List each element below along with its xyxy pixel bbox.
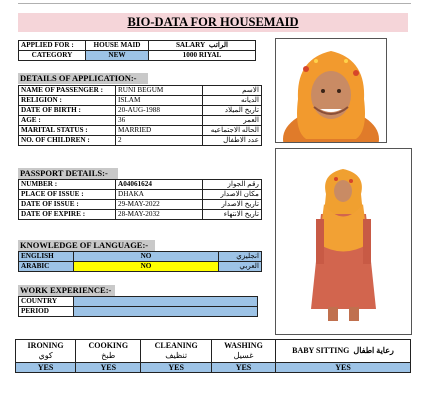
language-label-ar: انجليزي [219,252,262,262]
category-label: CATEGORY [19,51,86,61]
passport-label-ar: مكان الاصدار [203,190,262,200]
salary-label-en: SALARY [175,41,206,49]
skill-name-ar: غسيل [233,351,254,360]
skill-name-ar: رعاية اطفال [353,346,394,355]
full-body-photo [275,148,412,335]
application-label: NO. OF CHILDREN : [19,136,116,146]
application-label-ar: تاريخ الميلاد [203,106,262,116]
passport-heading-text: PASSPORT DETAILS:- [20,168,108,178]
language-table [18,251,262,272]
application-label-ar: الاسم [203,86,262,96]
skill-name: BABY SITTING [292,346,350,355]
passport-row [19,190,262,200]
language-row [19,252,262,262]
skills-table [15,339,411,373]
passport-value: 29-MAY-2022 [116,200,203,210]
application-value: RUNI BEGUM [116,86,203,96]
application-label-ar: الديانه [203,96,262,106]
skill-value: YES [76,363,141,373]
language-heading-text: KNOWLEDGE OF LANGUAGE:- [20,240,149,250]
applied-table [18,40,256,61]
experience-value [73,307,258,317]
application-label: AGE : [19,116,116,126]
skill-value: YES [16,363,76,373]
language-value: NO [74,252,219,262]
passport-label: DATE OF EXPIRE : [19,210,116,220]
skill-header [141,340,212,363]
salary-value: 1000 RIYAL [149,51,256,61]
language-heading [18,240,155,251]
applied-for-value: HOUSE MAID [86,41,149,51]
page-title [18,13,408,32]
passport-heading [18,168,118,179]
experience-row [19,297,258,307]
passport-label: PLACE OF ISSUE : [19,190,116,200]
application-value: 36 [116,116,203,126]
passport-row [19,210,262,220]
application-row [19,96,262,106]
salary-label-ar: الراتب [208,41,229,49]
passport-label-ar: رقم الجواز [203,180,262,190]
application-label: DATE OF BIRTH : [19,106,116,116]
application-label: RELIGION : [19,96,116,106]
experience-heading [18,285,115,296]
language-value: NO [74,262,219,272]
passport-value: 28-MAY-2032 [116,210,203,220]
passport-label: NUMBER : [19,180,116,190]
applied-for-label: APPLIED FOR : [19,41,86,51]
passport-table [18,179,262,220]
passport-label: DATE OF ISSUE : [19,200,116,210]
skill-name: CLEANING [154,341,198,350]
language-label-ar: العربي [219,262,262,272]
application-row [19,136,262,146]
experience-row [19,307,258,317]
passport-value: DHAKA [116,190,203,200]
application-value: 20-AUG-1988 [116,106,203,116]
skill-name: COOKING [88,341,129,350]
skill-name-ar: طبخ [101,351,116,360]
experience-value [73,297,258,307]
application-heading [18,73,148,84]
portrait-photo [275,38,387,143]
category-value: NEW [86,51,149,61]
application-heading-text: DETAILS OF APPLICATION:- [20,73,137,83]
application-label: NAME OF PASSENGER : [19,86,116,96]
application-label: MARITAL STATUS : [19,126,116,136]
salary-label [149,41,256,51]
application-label-ar: عدد الاطفال [203,136,262,146]
skill-name-ar: تنظيف [165,351,188,360]
skill-value: YES [211,363,275,373]
experience-label: PERIOD [19,307,74,317]
language-row [19,262,262,272]
skill-value: YES [141,363,212,373]
experience-table [18,296,258,317]
application-row [19,116,262,126]
skill-header [76,340,141,363]
skill-header [16,340,76,363]
passport-label-ar: تاريخ الانتهاء [203,210,262,220]
application-row [19,126,262,136]
skill-value: YES [276,363,411,373]
passport-row [19,200,262,210]
application-row [19,106,262,116]
application-table [18,85,262,146]
passport-value: A04061624 [116,180,203,190]
skill-name-ar: كوي [38,351,53,360]
passport-label-ar: تاريخ الاصدار [203,200,262,210]
portrait-photo-image [276,39,386,142]
page-title-text: BIO-DATA FOR HOUSEMAID [127,15,299,29]
application-value: MARRIED [116,126,203,136]
passport-row [19,180,262,190]
top-divider [18,3,411,4]
application-value: ISLAM [116,96,203,106]
experience-label: COUNTRY [19,297,74,307]
skill-header [211,340,275,363]
application-label-ar: الحاله الاجتماعيه [203,126,262,136]
application-value: 2 [116,136,203,146]
language-label: ENGLISH [19,252,74,262]
full-body-photo-image [276,149,411,334]
language-label: ARABIC [19,262,74,272]
application-label-ar: العمر [203,116,262,126]
skill-name: WASHING [224,341,263,350]
skill-header [276,340,411,363]
application-row [19,86,262,96]
skill-name: IRONING [27,341,64,350]
experience-heading-text: WORK EXPERIENCE:- [20,285,112,295]
